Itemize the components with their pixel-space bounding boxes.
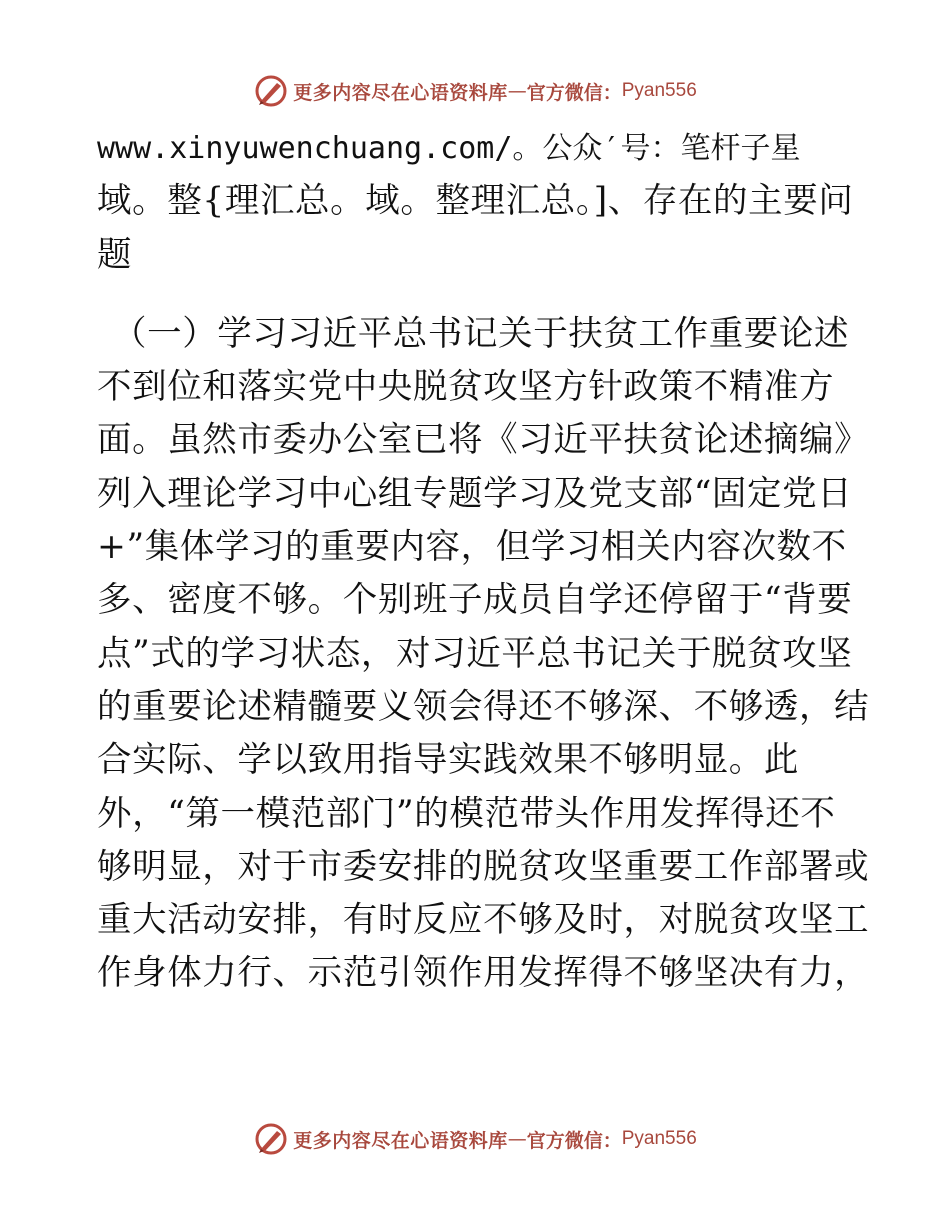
body-line-2: 域。整{理汇总。域。整理汇总。]、存在的主要问 [97, 181, 854, 222]
body-line-1: www.xinyuwenchuang.com/。公众′号：笔杆子星 [97, 131, 801, 166]
body-line-11: 的重要论述精髓要义领会得还不够深、不够透，结 [97, 686, 870, 727]
pen-logo-icon [253, 73, 289, 109]
header-wechat-id: Pyan556 [621, 80, 697, 101]
paragraph-gap [97, 282, 857, 308]
document-body [97, 122, 870, 1001]
body-line-5: 不到位和落实党中央脱贫攻坚方针政策不精准方 [97, 367, 835, 408]
pen-logo-icon [253, 1121, 289, 1157]
body-line-12: 合实际、学以致用指导实践效果不够明显。此 [97, 740, 799, 781]
header-banner [0, 71, 950, 111]
footer-promo-text: 更多内容尽在心语资料库 [293, 1129, 508, 1152]
footer-separator: — [507, 1128, 527, 1150]
body-line-15: 重大活动安排，有时反应不够及时，对脱贫攻坚工 [97, 900, 870, 941]
body-line-9: 多、密度不够。个别班子成员自学还停留于“背要 [97, 580, 853, 621]
body-line-16: 作身体力行、示范引领作用发挥得不够坚决有力， [97, 953, 870, 994]
header-separator: — [507, 80, 527, 102]
header-wechat-label: 官方微信： [526, 81, 622, 104]
body-line-6: 面。虽然市委办公室已将《习近平扶贫论述摘编》 [97, 420, 870, 461]
header-promo-text: 更多内容尽在心语资料库 [293, 81, 508, 104]
body-line-14: 够明显，对于市委安排的脱贫攻坚重要工作部署或 [97, 846, 870, 887]
body-line-3: 题 [97, 234, 133, 275]
footer-wechat-label: 官方微信： [526, 1129, 622, 1152]
body-line-13: 外，“第一模范部门”的模范带头作用发挥得还不 [97, 793, 836, 834]
body-line-4: （一）学习习近平总书记关于扶贫工作重要论述 [112, 313, 850, 354]
footer-banner [0, 1119, 950, 1159]
body-line-7: 列入理论学习中心组专题学习及党支部“固定党日 [97, 473, 853, 514]
body-line-8: +”集体学习的重要内容，但学习相关内容次数不 [97, 527, 847, 568]
footer-wechat-id: Pyan556 [621, 1128, 697, 1149]
body-line-10: 点”式的学习状态，对习近平总书记关于脱贫攻坚 [97, 633, 853, 674]
